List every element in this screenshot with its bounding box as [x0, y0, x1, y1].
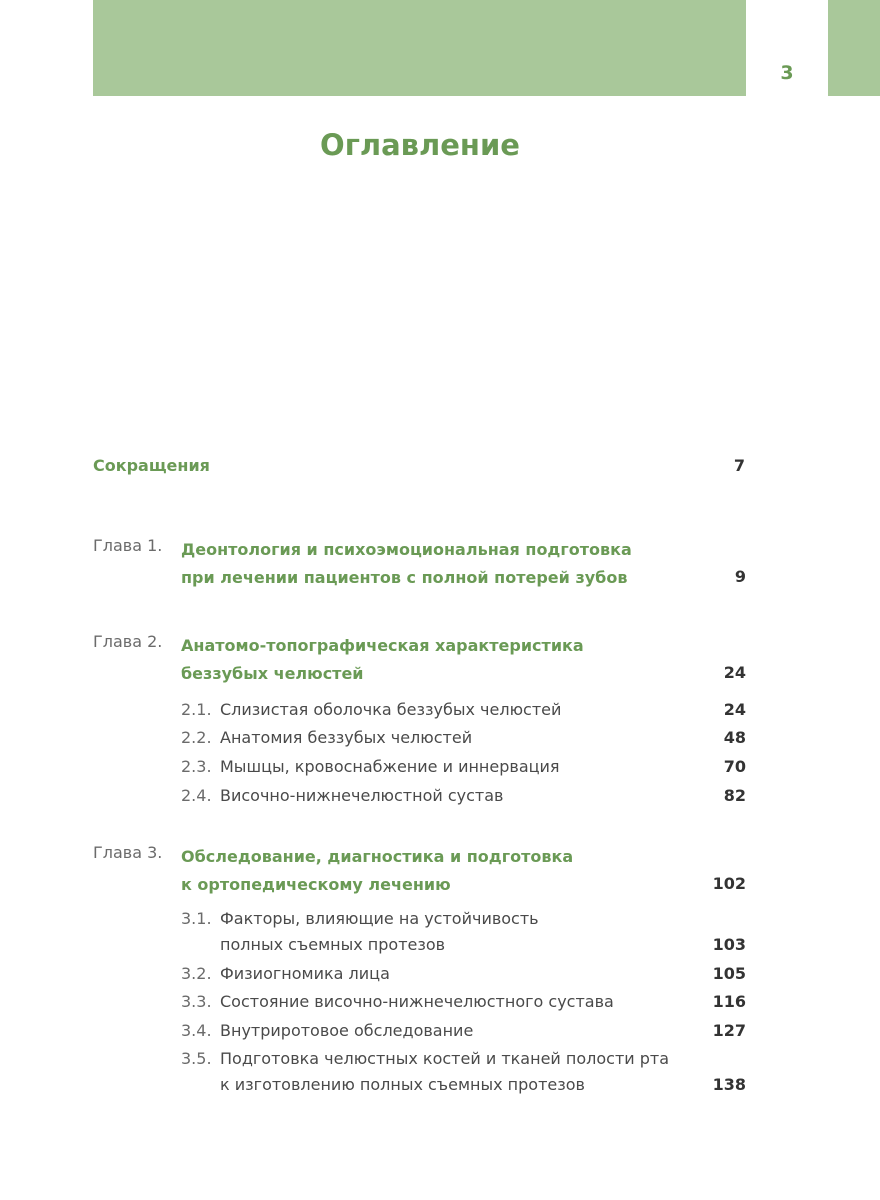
chapter-page: 102	[712, 874, 746, 893]
chapter-label: Глава 2.	[93, 632, 163, 651]
section-title: полных съемных протезов	[220, 935, 446, 954]
section-page: 127	[712, 1021, 746, 1040]
section-page: 48	[723, 728, 746, 747]
section-page: 103	[712, 935, 746, 954]
section-page: 24	[723, 700, 746, 719]
section-title: Височно-нижнечелюстной сустав	[220, 786, 504, 805]
section-number: 2.1.	[181, 700, 212, 719]
page-title: Оглавление	[320, 128, 520, 162]
chapter-title-line: Деонтология и психоэмоциональная подготовка	[181, 540, 632, 559]
section-number: 3.4.	[181, 1021, 212, 1040]
section-title: к изготовлению полных съемных протезов	[220, 1075, 585, 1094]
section-title: Подготовка челюстных костей и тканей полости рта	[220, 1049, 670, 1068]
page-number: 3	[780, 62, 794, 84]
section-number: 3.2.	[181, 964, 212, 983]
header-band	[93, 0, 746, 96]
chapter-title-line: к ортопедическому лечению	[181, 875, 451, 894]
chapter-title-line: беззубых челюстей	[181, 664, 364, 683]
section-number: 3.5.	[181, 1049, 212, 1068]
chapter-title-line: Обследование, диагностика и подготовка	[181, 847, 574, 866]
section-number: 2.4.	[181, 786, 212, 805]
section-title: Слизистая оболочка беззубых челюстей	[220, 700, 562, 719]
chapter-label: Глава 1.	[93, 536, 163, 555]
section-number: 3.1.	[181, 909, 212, 928]
chapter-page: 9	[734, 567, 746, 586]
section-number: 2.3.	[181, 757, 212, 776]
chapter-title-line: Анатомо-топографическая характеристика	[181, 636, 584, 655]
section-number: 2.2.	[181, 728, 212, 747]
section-page: 82	[723, 786, 746, 805]
section-number: 3.3.	[181, 992, 212, 1011]
section-title: Мышцы, кровоснабжение и иннервация	[220, 757, 560, 776]
section-title: Анатомия беззубых челюстей	[220, 728, 473, 747]
toc-abbreviations[interactable]	[93, 456, 745, 475]
chapter-label: Глава 3.	[93, 843, 163, 862]
section-title: Факторы, влияющие на устойчивость	[220, 909, 539, 928]
chapter-title-line: при лечении пациентов с полной потерей зубов	[181, 568, 628, 587]
section-page: 70	[723, 757, 746, 776]
section-title: Состояние височно-нижнечелюстного сустава	[220, 992, 614, 1011]
section-page: 116	[712, 992, 746, 1011]
section-page: 138	[712, 1075, 746, 1094]
section-title: Физиогномика лица	[220, 964, 390, 983]
section-title: Внутриротовое обследование	[220, 1021, 474, 1040]
chapter-page: 24	[723, 663, 746, 682]
toc-abbreviations-page: 7	[733, 456, 745, 475]
section-page: 105	[712, 964, 746, 983]
header-band-right	[828, 0, 880, 96]
toc-abbreviations-label: Сокращения	[93, 456, 210, 475]
